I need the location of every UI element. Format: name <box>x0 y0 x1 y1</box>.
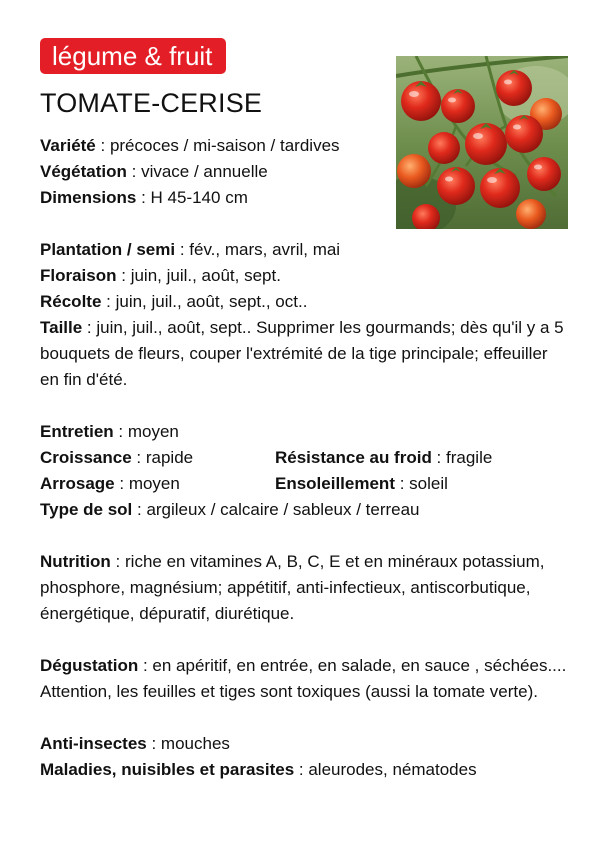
pruning-row: Taille : juin, juil., août, sept.. Supprimer les gourmands; dès qu'il y a 5 bouquets de fleurs, couper l'extrémité de la tige principale; effeuiller en fin d'été. <box>40 318 564 389</box>
plantation-value: fév., mars, avril, mai <box>189 240 341 259</box>
page-title: TOMATE-CERISE <box>40 88 263 118</box>
growth-label: Croissance <box>40 448 132 467</box>
dimensions-row: Dimensions : H 45-140 cm <box>40 188 248 207</box>
growth-value: rapide <box>145 448 194 467</box>
nutrition-value: riche en vitamines A, B, C, E et en minéraux potassium, phosphore, magnésium; appétitif, anti-infectieux, antiscorbutique, énergétique, dépuratif, diurétique. <box>40 552 545 623</box>
watering-sun-row: Arrosage : moyen Ensoleillement : soleil <box>40 474 448 493</box>
maintenance-row: Entretien : moyen <box>40 422 179 441</box>
insects-row: Anti-insectes : mouches <box>40 734 230 753</box>
variety-row: Variété : précoces / mi-saison / tardives <box>40 136 340 155</box>
harvest-row: Récolte : juin, juil., août, sept., oct.. <box>40 292 308 311</box>
pruning-label: Taille <box>40 318 83 337</box>
maintenance-value: moyen <box>127 422 179 441</box>
soil-label: Type de sol <box>40 500 133 519</box>
soil-row: Type de sol : argileux / calcaire / sableux / terreau <box>40 500 420 519</box>
maintenance-label: Entretien <box>40 422 114 441</box>
diseases-value: aleurodes, nématodes <box>308 760 477 779</box>
variety-value: précoces / mi-saison / tardives <box>109 136 340 155</box>
nutrition-row: Nutrition : riche en vitamines A, B, C, E et en minéraux potassium, phosphore, magnésium; appétitif, anti-infectieux, antiscorbutique, énergétique, dépuratif, diurétique. <box>40 552 545 623</box>
harvest-value: juin, juil., août, sept., oct.. <box>115 292 308 311</box>
category-badge: légume & fruit <box>40 38 226 74</box>
diseases-row: Maladies, nuisibles et parasites : aleurodes, nématodes <box>40 760 477 779</box>
cold-resistance-value: fragile <box>446 448 493 467</box>
flowering-row: Floraison : juin, juil., août, sept. <box>40 266 281 285</box>
sunlight-value: soleil <box>409 474 448 493</box>
vegetation-value: vivace / annuelle <box>141 162 268 181</box>
watering-label: Arrosage <box>40 474 115 493</box>
watering-value: moyen <box>128 474 180 493</box>
flowering-value: juin, juil., août, sept. <box>130 266 281 285</box>
growth-cold-row: Croissance : rapide Résistance au froid : fragile <box>40 448 493 467</box>
variety-label: Variété <box>40 136 96 155</box>
pruning-value: juin, juil., août, sept.. Supprimer les gourmands; dès qu'il y a 5 bouquets de fleurs, couper l'extrémité de la tige principale; effeuiller en fin d'été. <box>40 318 564 389</box>
cold-resistance-label: Résistance au froid <box>275 448 432 467</box>
tasting-row: Dégustation : en apéritif, en entrée, en salade, en sauce , séchées.... Attention, les feuilles et tiges sont toxiques (aussi la tomate verte). <box>40 656 567 701</box>
flowering-label: Floraison <box>40 266 117 285</box>
vegetation-label: Végétation <box>40 162 127 181</box>
plant-info <box>40 133 570 783</box>
harvest-label: Récolte <box>40 292 102 311</box>
vegetation-row: Végétation : vivace / annuelle <box>40 162 268 181</box>
nutrition-label: Nutrition <box>40 552 111 571</box>
plantation-label: Plantation / semi <box>40 240 176 259</box>
dimensions-value: H 45-140 cm <box>150 188 248 207</box>
tasting-value: en apéritif, en entrée, en salade, en sauce , séchées.... Attention, les feuilles et tiges sont toxiques (aussi la tomate verte). <box>40 656 567 701</box>
plantation-row: Plantation / semi : fév., mars, avril, mai <box>40 240 341 259</box>
insects-value: mouches <box>160 734 230 753</box>
dimensions-label: Dimensions <box>40 188 137 207</box>
diseases-label: Maladies, nuisibles et parasites <box>40 760 295 779</box>
insects-label: Anti-insectes <box>40 734 147 753</box>
soil-value: argileux / calcaire / sableux / terreau <box>146 500 420 519</box>
tasting-label: Dégustation <box>40 656 139 675</box>
sunlight-label: Ensoleillement <box>275 474 395 493</box>
